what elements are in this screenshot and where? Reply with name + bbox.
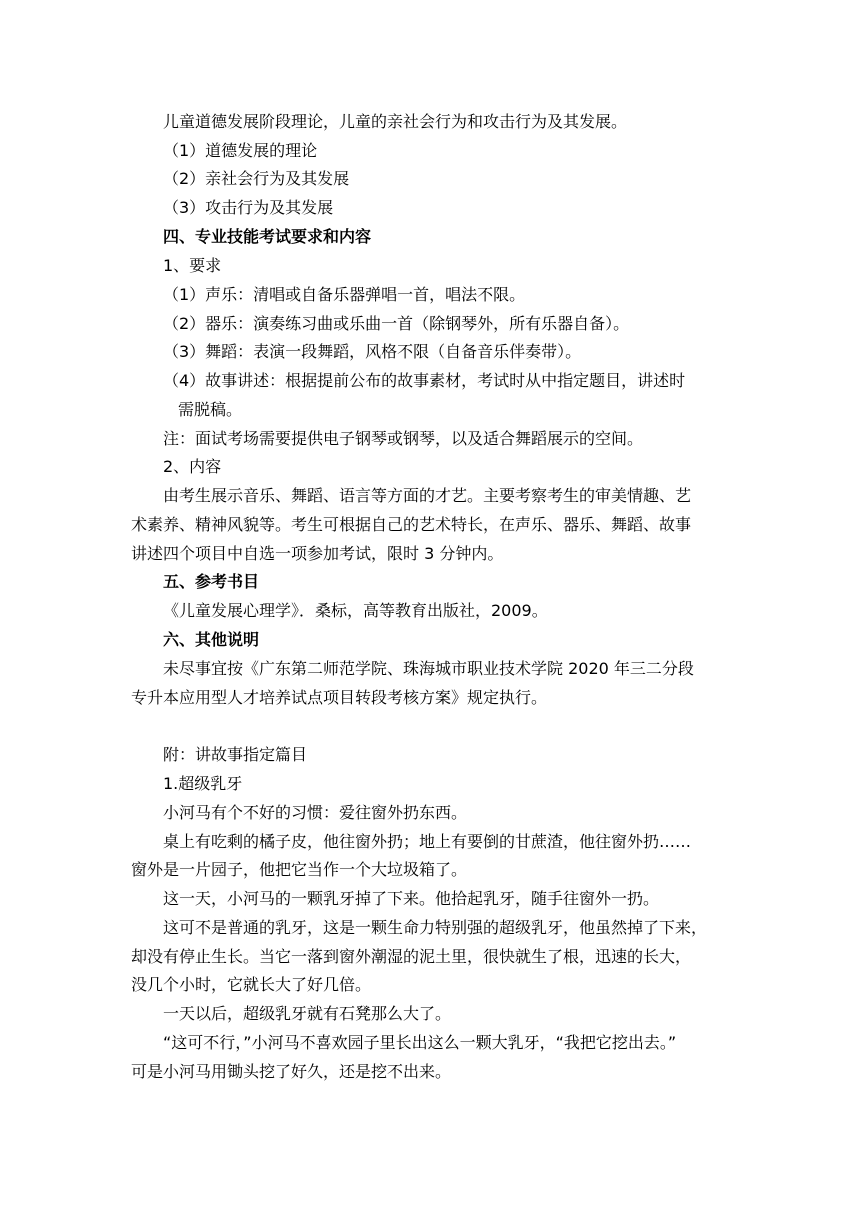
section-heading: 五、参考书目: [163, 572, 260, 591]
text-line: 术素养、精神风貌等。考生可根据自己的艺术特长，在声乐、器乐、舞蹈、故事: [131, 515, 692, 534]
note-line: 注：面试考场需要提供电子钢琴或钢琴，以及适合舞蹈展示的空间。: [163, 429, 644, 448]
text-line: 小河马有个不好的习惯：爱往窗外扔东西。: [163, 803, 468, 822]
text-line: （3）舞蹈：表演一段舞蹈，风格不限（自备音乐伴奏带）。: [163, 342, 582, 361]
text-line: 讲述四个项目中自选一项参加考试，限时 3 分钟内。: [131, 544, 504, 563]
text-line: “这可不行，”小河马不喜欢园子里长出这么一颗大乳牙，“我把它挖出去。”: [163, 1033, 677, 1052]
text-line: 儿童道德发展阶段理论，儿童的亲社会行为和攻击行为及其发展。: [163, 112, 628, 131]
text-line: 由考生展示音乐、舞蹈、语言等方面的才艺。主要考察考生的审美情趣、艺: [163, 486, 692, 505]
appendix-heading: 附：讲故事指定篇目: [163, 745, 308, 764]
text-line: 没几个小时，它就长大了好几倍。: [131, 975, 372, 994]
text-line: （1）声乐：清唱或自备乐器弹唱一首，唱法不限。: [163, 285, 526, 304]
text-line: 专升本应用型人才培养试点项目转段考核方案》规定执行。: [131, 688, 548, 707]
text-line: 这可不是普通的乳牙，这是一颗生命力特别强的超级乳牙，他虽然掉了下来，: [163, 918, 708, 937]
text-line: 未尽事宜按《广东第二师范学院、珠海城市职业技术学院 2020 年三二分段: [163, 659, 694, 678]
section-heading: 四、专业技能考试要求和内容: [163, 227, 372, 246]
subsection-heading: 2、内容: [163, 457, 222, 476]
story-title: 1.超级乳牙: [163, 774, 243, 793]
section-heading: 六、其他说明: [163, 630, 260, 649]
text-line: 却没有停止生长。当它一落到窗外潮湿的泥土里，很快就生了根，迅速的长大，: [131, 947, 692, 966]
text-line: 窗外是一片园子，他把它当作一个大垃圾箱了。: [131, 860, 468, 879]
text-line: 可是小河马用锄头挖了好久，还是挖不出来。: [131, 1062, 452, 1081]
text-line: （3）攻击行为及其发展: [163, 198, 334, 217]
text-line: （4）故事讲述：根据提前公布的故事素材，考试时从中指定题目，讲述时: [163, 371, 686, 390]
text-line: （2）亲社会行为及其发展: [163, 169, 350, 188]
text-line: （1）道德发展的理论: [163, 141, 318, 160]
text-line: （2）器乐：演奏练习曲或乐曲一首（除钢琴外，所有乐器自备）。: [163, 314, 630, 333]
text-line: 一天以后，超级乳牙就有石凳那么大了。: [163, 1004, 452, 1023]
text-line: 这一天，小河马的一颗乳牙掉了下来。他拾起乳牙，随手往窗外一扔。: [163, 889, 660, 908]
subsection-heading: 1、要求: [163, 256, 222, 275]
text-line: 《儿童发展心理学》．桑标，高等教育出版社，2009。: [163, 601, 548, 620]
text-line: 桌上有吃剩的橘子皮，他往窗外扔；地上有要倒的甘蔗渣，他往窗外扔……: [163, 832, 692, 851]
text-line: 需脱稿。: [178, 400, 243, 419]
